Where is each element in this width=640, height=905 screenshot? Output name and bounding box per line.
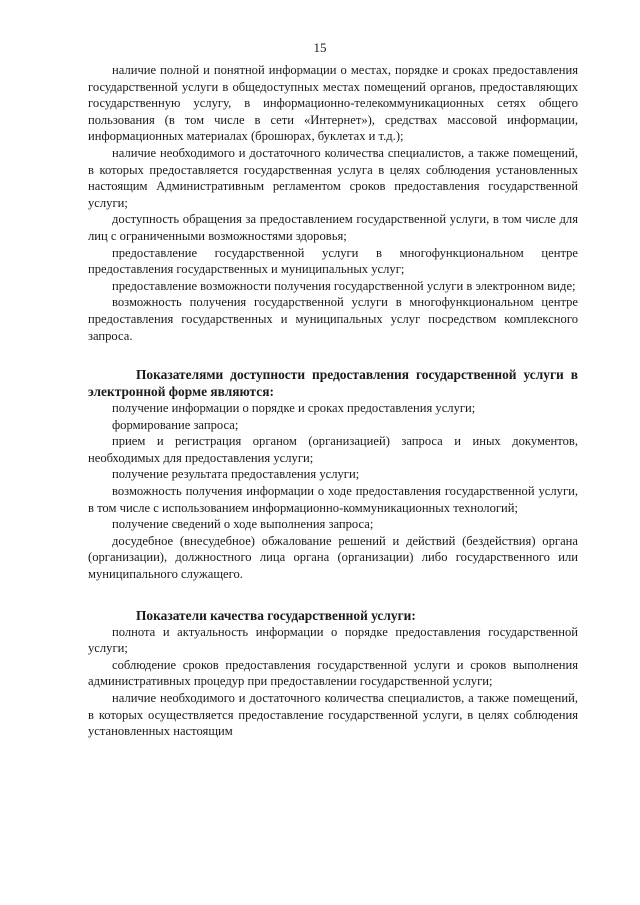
section-heading-electronic-access: Показателями доступности предоставления государственной услуги в электронной форме являются: — [88, 367, 578, 400]
paragraph: наличие полной и понятной информации о местах, порядке и сроках предоставления государственной услуги в общедоступных местах помещений органов, предоставляющих государственную услугу, в информационно-телекоммуникационных сетях общего пользования (в том числе в сети «Интернет»), средствах массовой информации, информационных материалах (брошюрах, буклетах и т.д.); — [88, 63, 578, 144]
page-content — [88, 62, 578, 740]
paragraph: доступность обращения за предоставлением государственной услуги, в том числе для лиц с ограниченными возможностями здоровья; — [88, 212, 578, 243]
list-item: соблюдение сроков предоставления государственной услуги и сроков выполнения административных процедур при предоставлении государственной услуги; — [88, 657, 578, 689]
section-heading-quality: Показатели качества государственной услуги: — [136, 607, 416, 623]
list-item: получение сведений о ходе выполнения запроса; — [112, 517, 374, 532]
list-item: получение результата предоставления услуги; — [112, 467, 360, 482]
page-number: 15 — [313, 40, 327, 55]
list-item: полнота и актуальность информации о порядке предоставления государственной услуги; — [88, 624, 578, 656]
paragraph: предоставление государственной услуги в многофункциональном центре предоставления государственных и муниципальных услуг; — [88, 245, 578, 277]
list-item: досудебное (внесудебное) обжалование решений и действий (бездействия) органа (организации), должностного лица органа (организации) либо государственного или муниципального служащего. — [88, 533, 578, 582]
list-item: формирование запроса; — [112, 417, 239, 432]
paragraph: возможность получения государственной услуги в многофункциональном центре предоставления государственных и муниципальных услуг посредством комплексного запроса. — [88, 295, 578, 343]
list-item: прием и регистрация органом (организацией) запроса и иных документов, необходимых для предоставления услуги; — [88, 434, 578, 465]
list-item: получение информации о порядке и сроках предоставления услуги; — [112, 401, 476, 416]
paragraph: наличие необходимого и достаточного количества специалистов, а также помещений, в которых предоставляется государственная услуга в целях соблюдения установленных настоящим Административным регламентом сроков предоставления государственной услуги; — [88, 145, 578, 210]
list-item: наличие необходимого и достаточного количества специалистов, а также помещений, в которых осуществляется предоставление государственной услуги, в целях соблюдения установленных настоящим — [88, 691, 578, 739]
paragraph: предоставление возможности получения государственной услуги в электронном виде; — [112, 278, 576, 293]
list-item: возможность получения информации о ходе предоставления государственной услуги, в том числе с использованием информационно-коммуникационных технологий; — [88, 484, 578, 515]
